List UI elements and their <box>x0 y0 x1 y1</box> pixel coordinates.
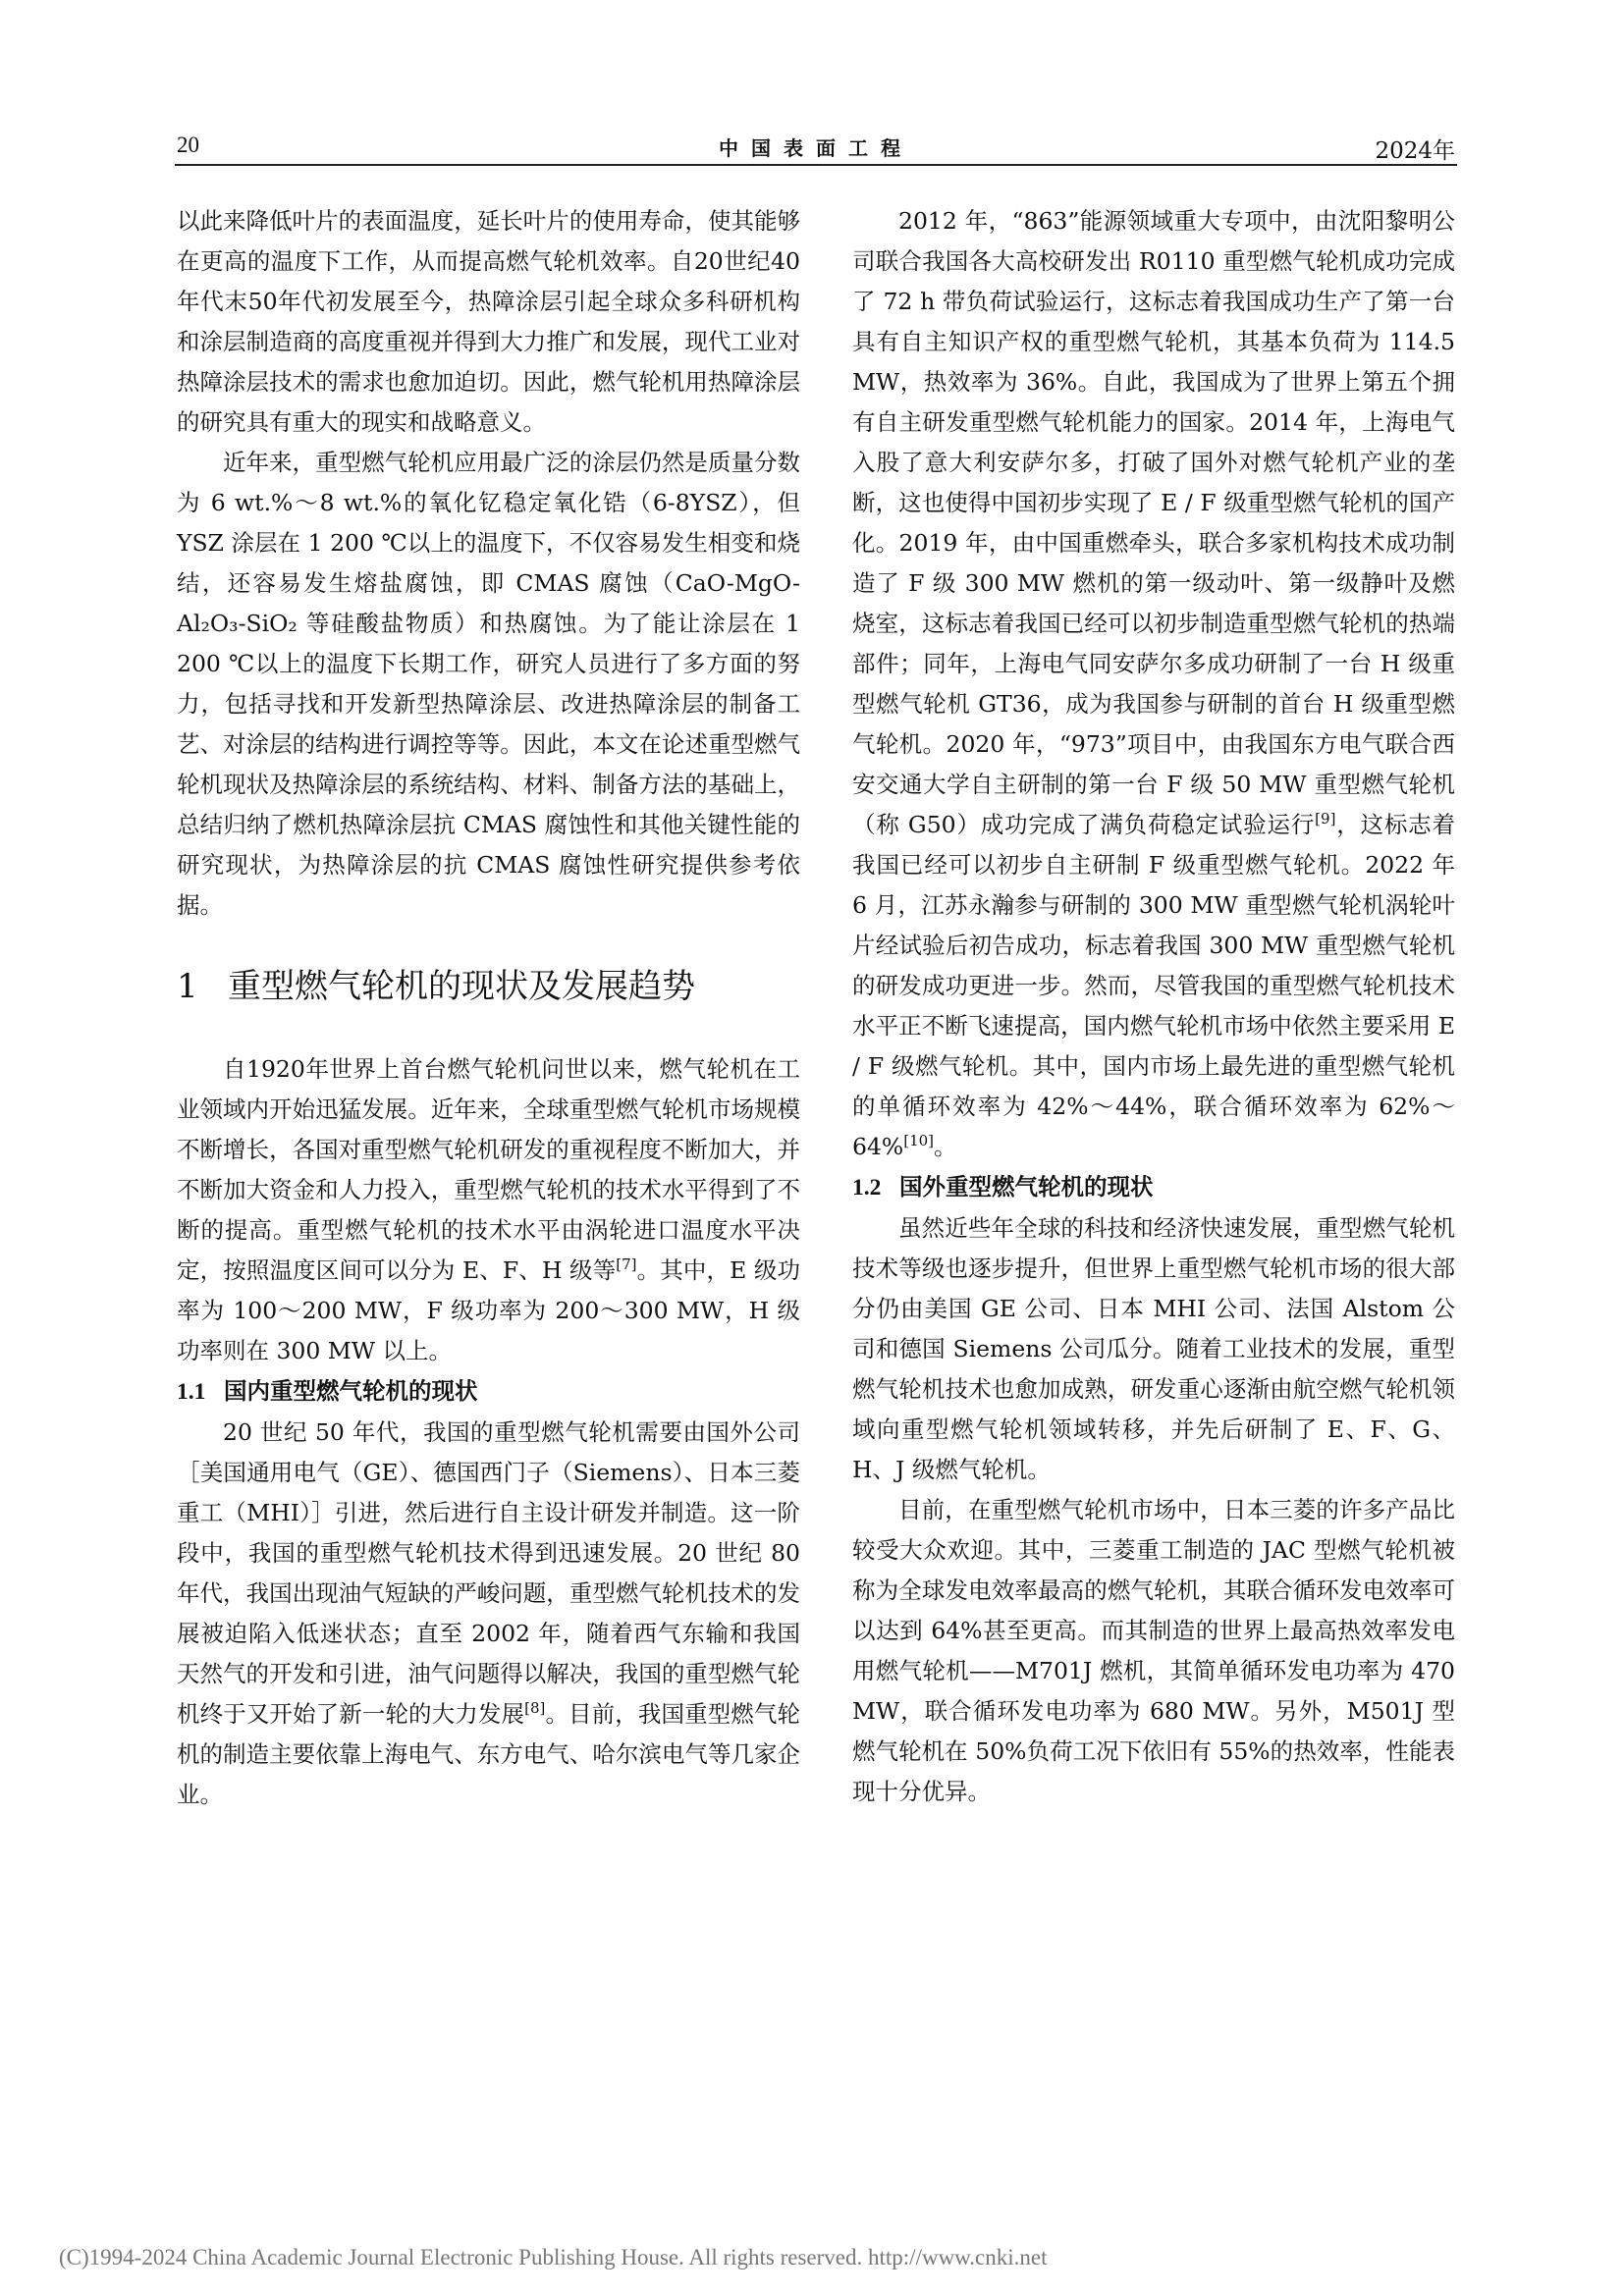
page-header <box>175 129 1457 168</box>
paragraph: 虽然近些年全球的科技和经济快速发展，重型燃气轮机技术等级也逐步提升，但世界上重型燃气轮机市场的很大部分仍由美国 GE 公司、日本 MHI 公司、法国 Alstom 公司和德国 Siemens 公司瓜分。随着工业技术的发展，重型燃气轮机技术也愈加成熟，研发重心逐渐由航空燃气轮机领域向重型燃气轮机领域转移，并先后研制了 E、F、G、H、J 级燃气轮机。 <box>852 1214 1455 1483</box>
subsection-number: 1.2 <box>852 1175 882 1201</box>
subsection-title: 国内重型燃气轮机的现状 <box>224 1377 478 1405</box>
paragraph: 目前，在重型燃气轮机市场中，日本三菱的许多产品比较受大众欢迎。其中，三菱重工制造的 JAC 型燃气轮机被称为全球发电效率最高的燃气轮机，其联合循环发电效率可以达到 64%甚至更高。而其制造的世界上最高热效率发电用燃气轮机——M701J 燃机，其简单循环发电功率为 470 MW，联合循环发电功率为 680 MW。另外，M501J 型燃气轮机在 50%负荷工况下依旧有 55%的热效率，性能表现十分优异。 <box>852 1496 1455 1805</box>
left-column <box>177 201 800 1815</box>
subsection-heading <box>177 1371 800 1413</box>
copyright-footer: (C)1994-2024 China Academic Journal Electronic Publishing House. All rights reserved. http://www.cnki.net <box>59 2245 1048 2269</box>
subsection-title: 国外重型燃气轮机的现状 <box>899 1173 1154 1201</box>
page-number: 20 <box>177 133 199 157</box>
paragraph: 近年来，重型燃气轮机应用最广泛的涂层仍然是质量分数为 6 wt.%～8 wt.%的氧化钇稳定氧化锆（6-8YSZ），但 YSZ 涂层在 1 200 ℃以上的温度下，不仅容易发生相变和烧结，还容易发生熔盐腐蚀，即 CMAS 腐蚀（CaO-MgO-Al₂O₃-SiO₂ 等硅酸盐物质）和热腐蚀。为了能让涂层在 1 200 ℃以上的温度下长期工作，研究人员进行了多方面的努力，包括寻找和开发新型热障涂层、改进热障涂层的制备工艺、对涂层的结构进行调控等等。因此，本文在论述重型燃气轮机现状及热障涂层的系统结构、材料、制备方法的基础上，总结归纳了燃机热障涂层抗 CMAS 腐蚀性和其他关键性能的研究现状，为热障涂层的抗 CMAS 腐蚀性研究提供参考依据。 <box>177 449 800 919</box>
section-title: 重型燃气轮机的现状及发展趋势 <box>228 967 695 1006</box>
header-rule <box>175 164 1457 166</box>
paragraph: 2012 年，“863”能源领域重大专项中，由沈阳黎明公司联合我国各大高校研发出 R0110 重型燃气轮机成功完成了 72 h 带负荷试验运行，这标志着我国成功生产了第一台具有自主知识产权的重型燃气轮机，其基本负荷为 114.5 MW，热效率为 36%。自此，我国成为了世界上第五个拥有自主研发重型燃气轮机能力的国家。2014 年，上海电气入股了意大利安萨尔多，打破了国外对燃气轮机产业的垄断，这也使得中国初步实现了 E / F 级重型燃气轮机的国产化。2019 年，由中国重燃牵头，联合多家机构技术成功制造了 F 级 300 MW 燃机的第一级动叶、第一级静叶及燃烧室，这标志着我国已经可以初步制造重型燃气轮机的热端部件；同年，上海电气同安萨尔多成功研制了一台 H 级重型燃气轮机 GT36，成为我国参与研制的首台 H 级重型燃气轮机。2020 年，“973”项目中，由我国东方电气联合西安交通大学自主研制的第一台 F 级 50 MW 重型燃气轮机（称 G50）成功完成了满负荷稳定试验运行[9]，这标志着我国已经可以初步自主研制 F 级重型燃气轮机。2022 年 6 月，江苏永瀚参与研制的 300 MW 重型燃气轮机涡轮叶片经试验后初告成功，标志着我国 300 MW 重型燃气轮机的研发成功更进一步。然而，尽管我国的重型燃气轮机技术水平正不断飞速提高，国内燃气轮机市场中依然主要采用 E / F 级燃气轮机。其中，国内市场上最先进的重型燃气轮机的单循环效率为 42%～44%，联合循环效率为 62%～64%[10]。 <box>852 207 1456 1160</box>
citation-ref[interactable]: [9] <box>1315 810 1336 828</box>
journal-title: 中国表面工程 <box>719 136 913 160</box>
section-heading <box>177 967 800 1006</box>
right-column <box>852 201 1455 1812</box>
section-number: 1 <box>177 967 198 1006</box>
subsection-heading <box>852 1167 1455 1208</box>
paragraph: 自1920年世界上首台燃气轮机问世以来，燃气轮机在工业领域内开始迅猛发展。近年来，全球重型燃气轮机市场规模不断增长，各国对重型燃气轮机研发的重视程度不断加大，并不断加大资金和人力投入，重型燃气轮机的技术水平得到了不断的提高。重型燃气轮机的技术水平由涡轮进口温度水平决定，按照温度区间可以分为 E、F、H 级等[7]。其中，E 级功率为 100～200 MW，F 级功率为 200～300 MW，H 级功率则在 300 MW 以上。 <box>177 1055 800 1364</box>
citation-ref[interactable]: [7] <box>616 1255 637 1273</box>
citation-ref[interactable]: [10] <box>903 1132 935 1149</box>
paragraph: 以此来降低叶片的表面温度，延长叶片的使用寿命，使其能够在更高的温度下工作，从而提高燃气轮机效率。自20世纪40年代末50年代初发展至今，热障涂层引起全球众多科研机构和涂层制造商的高度重视并得到大力推广和发展，现代工业对热障涂层技术的需求也愈加迫切。因此，燃气轮机用热障涂层的研究具有重大的现实和战略意义。 <box>177 207 800 436</box>
subsection-number: 1.1 <box>177 1379 206 1405</box>
citation-ref[interactable]: [8] <box>524 1699 546 1717</box>
paragraph: 20 世纪 50 年代，我国的重型燃气轮机需要由国外公司［美国通用电气（GE）、德国西门子（Siemens）、日本三菱重工（MHI）］引进，然后进行自主设计研发并制造。这一阶段中，我国的重型燃气轮机技术得到迅速发展。20 世纪 80 年代，我国出现油气短缺的严峻问题，重型燃气轮机技术的发展被迫陷入低迷状态；直至 2002 年，随着西气东输和我国天然气的开发和引进，油气问题得以解决，我国的重型燃气轮机终于又开始了新一轮的大力发展[8]。目前，我国重型燃气轮机的制造主要依靠上海电气、东方电气、哈尔滨电气等几家企业。 <box>177 1418 801 1808</box>
publication-year: 2024年 <box>1375 138 1455 164</box>
